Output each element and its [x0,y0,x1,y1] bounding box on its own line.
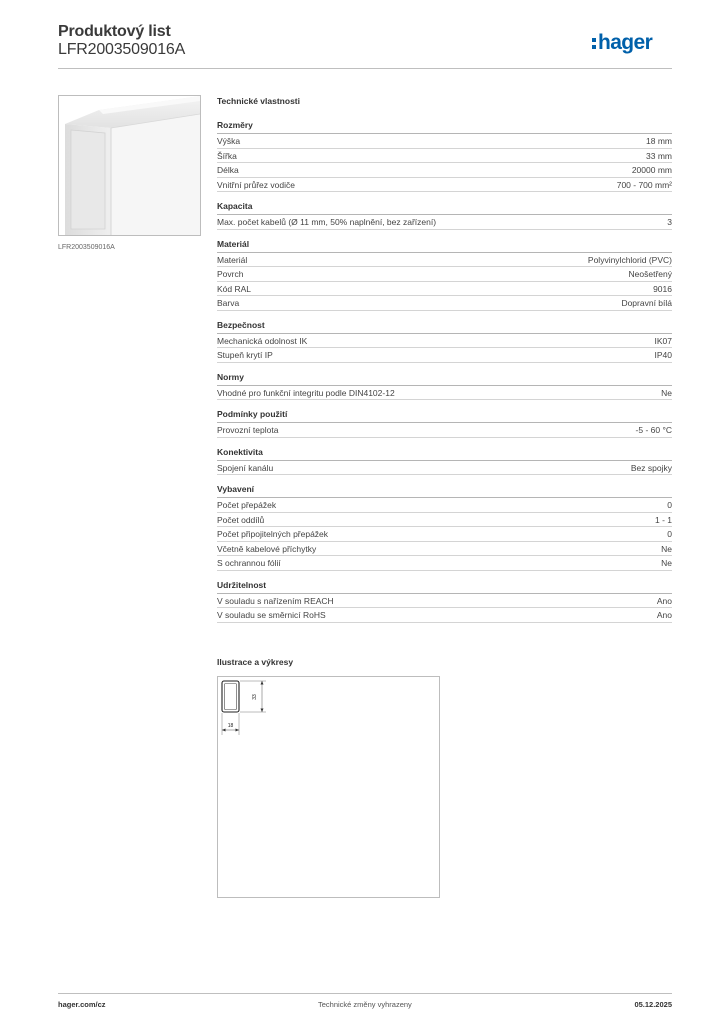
spec-row [217,348,672,363]
technical-specs [217,96,672,632]
product-photo [58,95,201,236]
spec-label: Počet připojitelných přepážek [217,529,329,539]
spec-label: S ochrannou fólií [217,558,281,568]
spec-row [217,267,672,282]
footer-disclaimer: Technické změny vyhrazeny [318,1000,412,1009]
section-title: Podmínky použití [217,409,672,423]
spec-row [217,215,672,230]
spec-label: Včetně kabelové příchytky [217,543,317,554]
footer-website: hager.com/cz [58,1000,106,1009]
footer-date: 05.12.2025 [634,1000,672,1009]
spec-label: Provozní teplota [217,425,279,435]
spec-value: 1 - 1 [654,514,672,525]
logo-text: hager [598,31,653,54]
illustrations-title: Ilustrace a výkresy [217,657,294,667]
dimension-width-label: 18 [227,723,234,729]
spec-label: Počet přepážek [217,500,277,510]
spec-value: Polyvinylchlorid (PVC) [587,254,672,265]
section-title: Normy [217,372,672,386]
spec-value: Ano [656,610,672,620]
spec-row [217,461,672,476]
spec-label: Materiál [217,254,248,265]
spec-value: 33 mm [646,150,672,161]
spec-row [217,253,672,268]
spec-label: Vnitřní průřez vodiče [217,179,295,190]
spec-value: Ne [661,543,672,554]
spec-row [217,498,672,513]
spec-row [217,423,672,438]
spec-row [217,149,672,164]
spec-value: IK07 [654,335,672,346]
section-title: Materiál [217,239,672,253]
section-title: Bezpečnost [217,320,672,334]
spec-value: -5 - 60 °C [635,425,672,435]
section-title: Kapacita [217,201,672,215]
spec-value: Neošetřený [628,269,672,279]
spec-label: Šířka [217,150,237,161]
header-divider [58,68,672,69]
spec-value: Ano [656,595,672,606]
spec-value: Dopravní bílá [621,298,672,308]
section-dimensions [217,120,672,192]
spec-value: 700 - 700 mm² [616,179,672,190]
spec-value: Ne [661,387,672,398]
dimension-height-label: 33 [252,694,258,700]
spec-value: 0 [667,529,672,539]
spec-label: Počet oddílů [217,514,265,525]
spec-row [217,134,672,149]
specs-title: Technické vlastnosti [217,96,300,106]
spec-label: Spojení kanálu [217,462,274,473]
spec-label: Vhodné pro funkční integritu podle DIN4102-12 [217,387,395,398]
logo-dot-bottom [592,45,596,49]
spec-row [217,163,672,178]
cable-trunking-image [59,96,200,235]
section-capacity [217,201,672,230]
spec-label: Délka [217,165,239,175]
hager-logo [592,28,676,58]
section-title: Konektivita [217,447,672,461]
spec-label: Barva [217,298,240,308]
spec-row [217,594,672,609]
photo-caption: LFR2003509016A [58,244,115,251]
spec-value: Ne [661,558,672,568]
section-material [217,239,672,311]
spec-label: Kód RAL [217,283,252,294]
spec-label: Povrch [217,269,244,279]
spec-label: Max. počet kabelů (Ø 11 mm, 50% naplnění, bez zařízení) [217,217,437,227]
spec-value: 18 mm [646,136,672,146]
spec-label: Stupeň krytí IP [217,350,273,360]
section-title: Vybavení [217,484,672,498]
section-standards [217,372,672,401]
section-sustainability [217,580,672,623]
spec-row [217,608,672,623]
section-title: Rozměry [217,120,672,134]
spec-row [217,386,672,401]
spec-row [217,542,672,557]
spec-value: 0 [667,500,672,510]
section-title: Udržitelnost [217,580,672,594]
spec-row [217,527,672,542]
spec-row [217,296,672,311]
spec-value: 20000 mm [631,165,672,175]
spec-value: 3 [667,217,672,227]
spec-value: Bez spojky [630,462,672,473]
section-conditions [217,409,672,438]
spec-row [217,334,672,349]
spec-row [217,178,672,193]
product-code: LFR2003509016A [58,41,186,58]
document-title: Produktový list [58,23,171,40]
spec-label: Výška [217,136,241,146]
document-header [58,22,185,59]
spec-label: V souladu se směrnicí RoHS [217,610,326,620]
cross-section-drawing [218,677,439,897]
spec-label: V souladu s nařízením REACH [217,595,334,606]
technical-drawing [217,676,440,898]
section-connectivity [217,447,672,476]
spec-row [217,556,672,571]
spec-row [217,513,672,528]
section-equipment [217,484,672,571]
spec-value: IP40 [654,350,672,360]
page-footer [58,993,672,1018]
spec-row [217,282,672,297]
spec-label: Mechanická odolnost IK [217,335,308,346]
spec-value: 9016 [653,283,672,294]
logo-dot-top [592,38,596,42]
section-safety [217,320,672,363]
